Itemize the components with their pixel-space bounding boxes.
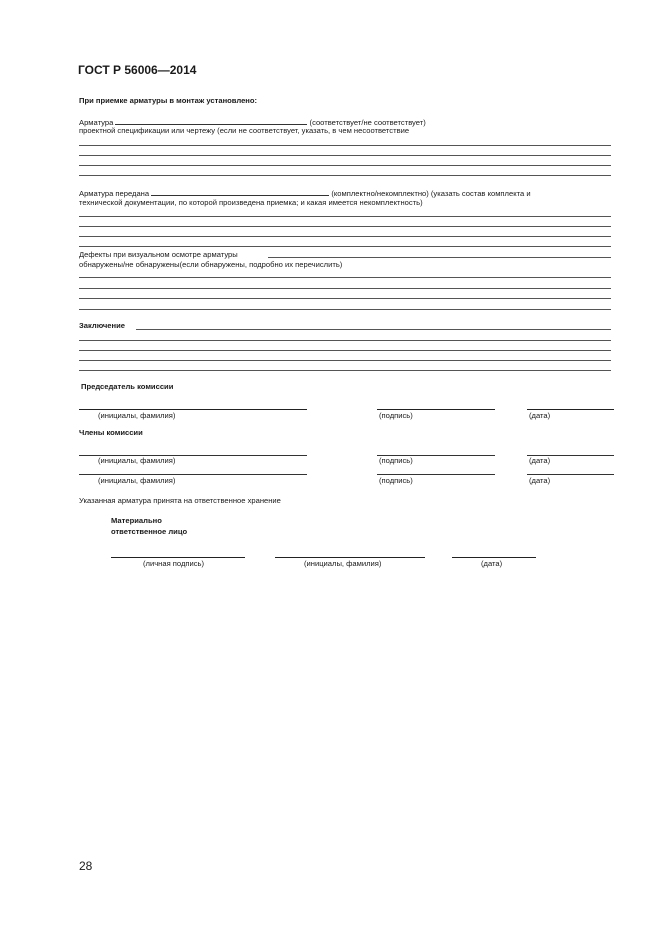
page-number: 28 [79,859,93,873]
defects-line-1[interactable] [79,277,611,278]
responsible-line-1: Материально [111,516,162,525]
responsible-signature-line[interactable] [111,557,245,558]
transfer-line-4[interactable] [79,246,611,247]
defects-line-3[interactable] [79,298,611,299]
defects-field-line[interactable] [268,257,611,258]
defects-note: обнаружены/не обнаружены(если обнаружены, подробно их перечислить) [79,260,343,269]
document-code: ГОСТ Р 56006—2014 [78,63,197,77]
chairman-initials-caption: (инициалы, фамилия) [98,411,176,420]
transfer-label: Арматура передана [79,189,150,198]
transfer-options: (комплектно/некомплектно) (указать состав комплекта и [331,189,531,198]
armatura-field-line[interactable] [115,116,307,125]
defects-label: Дефекты при визуальном осмотре арматуры [79,250,238,259]
storage-text: Указанная арматура принята на ответственное хранение [79,496,281,505]
transfer-line-3[interactable] [79,236,611,237]
conclusion-label: Заключение [79,321,126,330]
conclusion-line-1[interactable] [79,340,611,341]
transfer-field-line[interactable] [151,187,329,196]
member-1-date-caption: (дата) [529,456,551,465]
chairman-date-caption: (дата) [529,411,551,420]
responsible-date-line[interactable] [452,557,536,558]
transfer-line-1[interactable] [79,216,611,217]
member-1-initials-caption: (инициалы, фамилия) [98,456,176,465]
armatura-options: (соответствует/не соответствует) [309,118,426,127]
transfer-line-2[interactable] [79,226,611,227]
conclusion-line-2[interactable] [79,350,611,351]
armatura-note: проектной спецификации или чертежу (если не соответствует, указать, в чем несоответствие [79,126,410,135]
member-2-initials-line[interactable] [79,474,307,475]
chairman-date-line[interactable] [527,409,614,410]
armatura-line-4[interactable] [79,175,611,176]
members-heading: Члены комиссии [79,428,143,437]
member-2-signature-line[interactable] [377,474,495,475]
defects-line-4[interactable] [79,309,611,310]
member-2-date-line[interactable] [527,474,614,475]
conclusion-field-line[interactable] [136,329,611,330]
chairman-signature-caption: (подпись) [379,411,413,420]
responsible-initials-line[interactable] [275,557,425,558]
transfer-note: технической документации, по которой произведена приемка; и какая имеется некомплектность) [79,198,423,207]
armatura-label: Арматура [79,118,114,127]
defects-line-2[interactable] [79,288,611,289]
member-2-signature-caption: (подпись) [379,476,413,485]
intro-heading: При приемке арматуры в монтаж установлено: [79,96,258,105]
responsible-initials-caption: (инициалы, фамилия) [304,559,382,568]
armatura-line-1[interactable] [79,145,611,146]
member-2-date-caption: (дата) [529,476,551,485]
armatura-line-2[interactable] [79,155,611,156]
conclusion-line-4[interactable] [79,370,611,371]
chairman-initials-line[interactable] [79,409,307,410]
member-2-initials-caption: (инициалы, фамилия) [98,476,176,485]
armatura-line-3[interactable] [79,165,611,166]
responsible-date-caption: (дата) [481,559,503,568]
conclusion-line-3[interactable] [79,360,611,361]
chairman-heading: Председатель комиссии [81,382,174,391]
chairman-signature-line[interactable] [377,409,495,410]
responsible-signature-caption: (личная подпись) [143,559,205,568]
responsible-line-2: ответственное лицо [111,527,188,536]
member-1-signature-caption: (подпись) [379,456,413,465]
